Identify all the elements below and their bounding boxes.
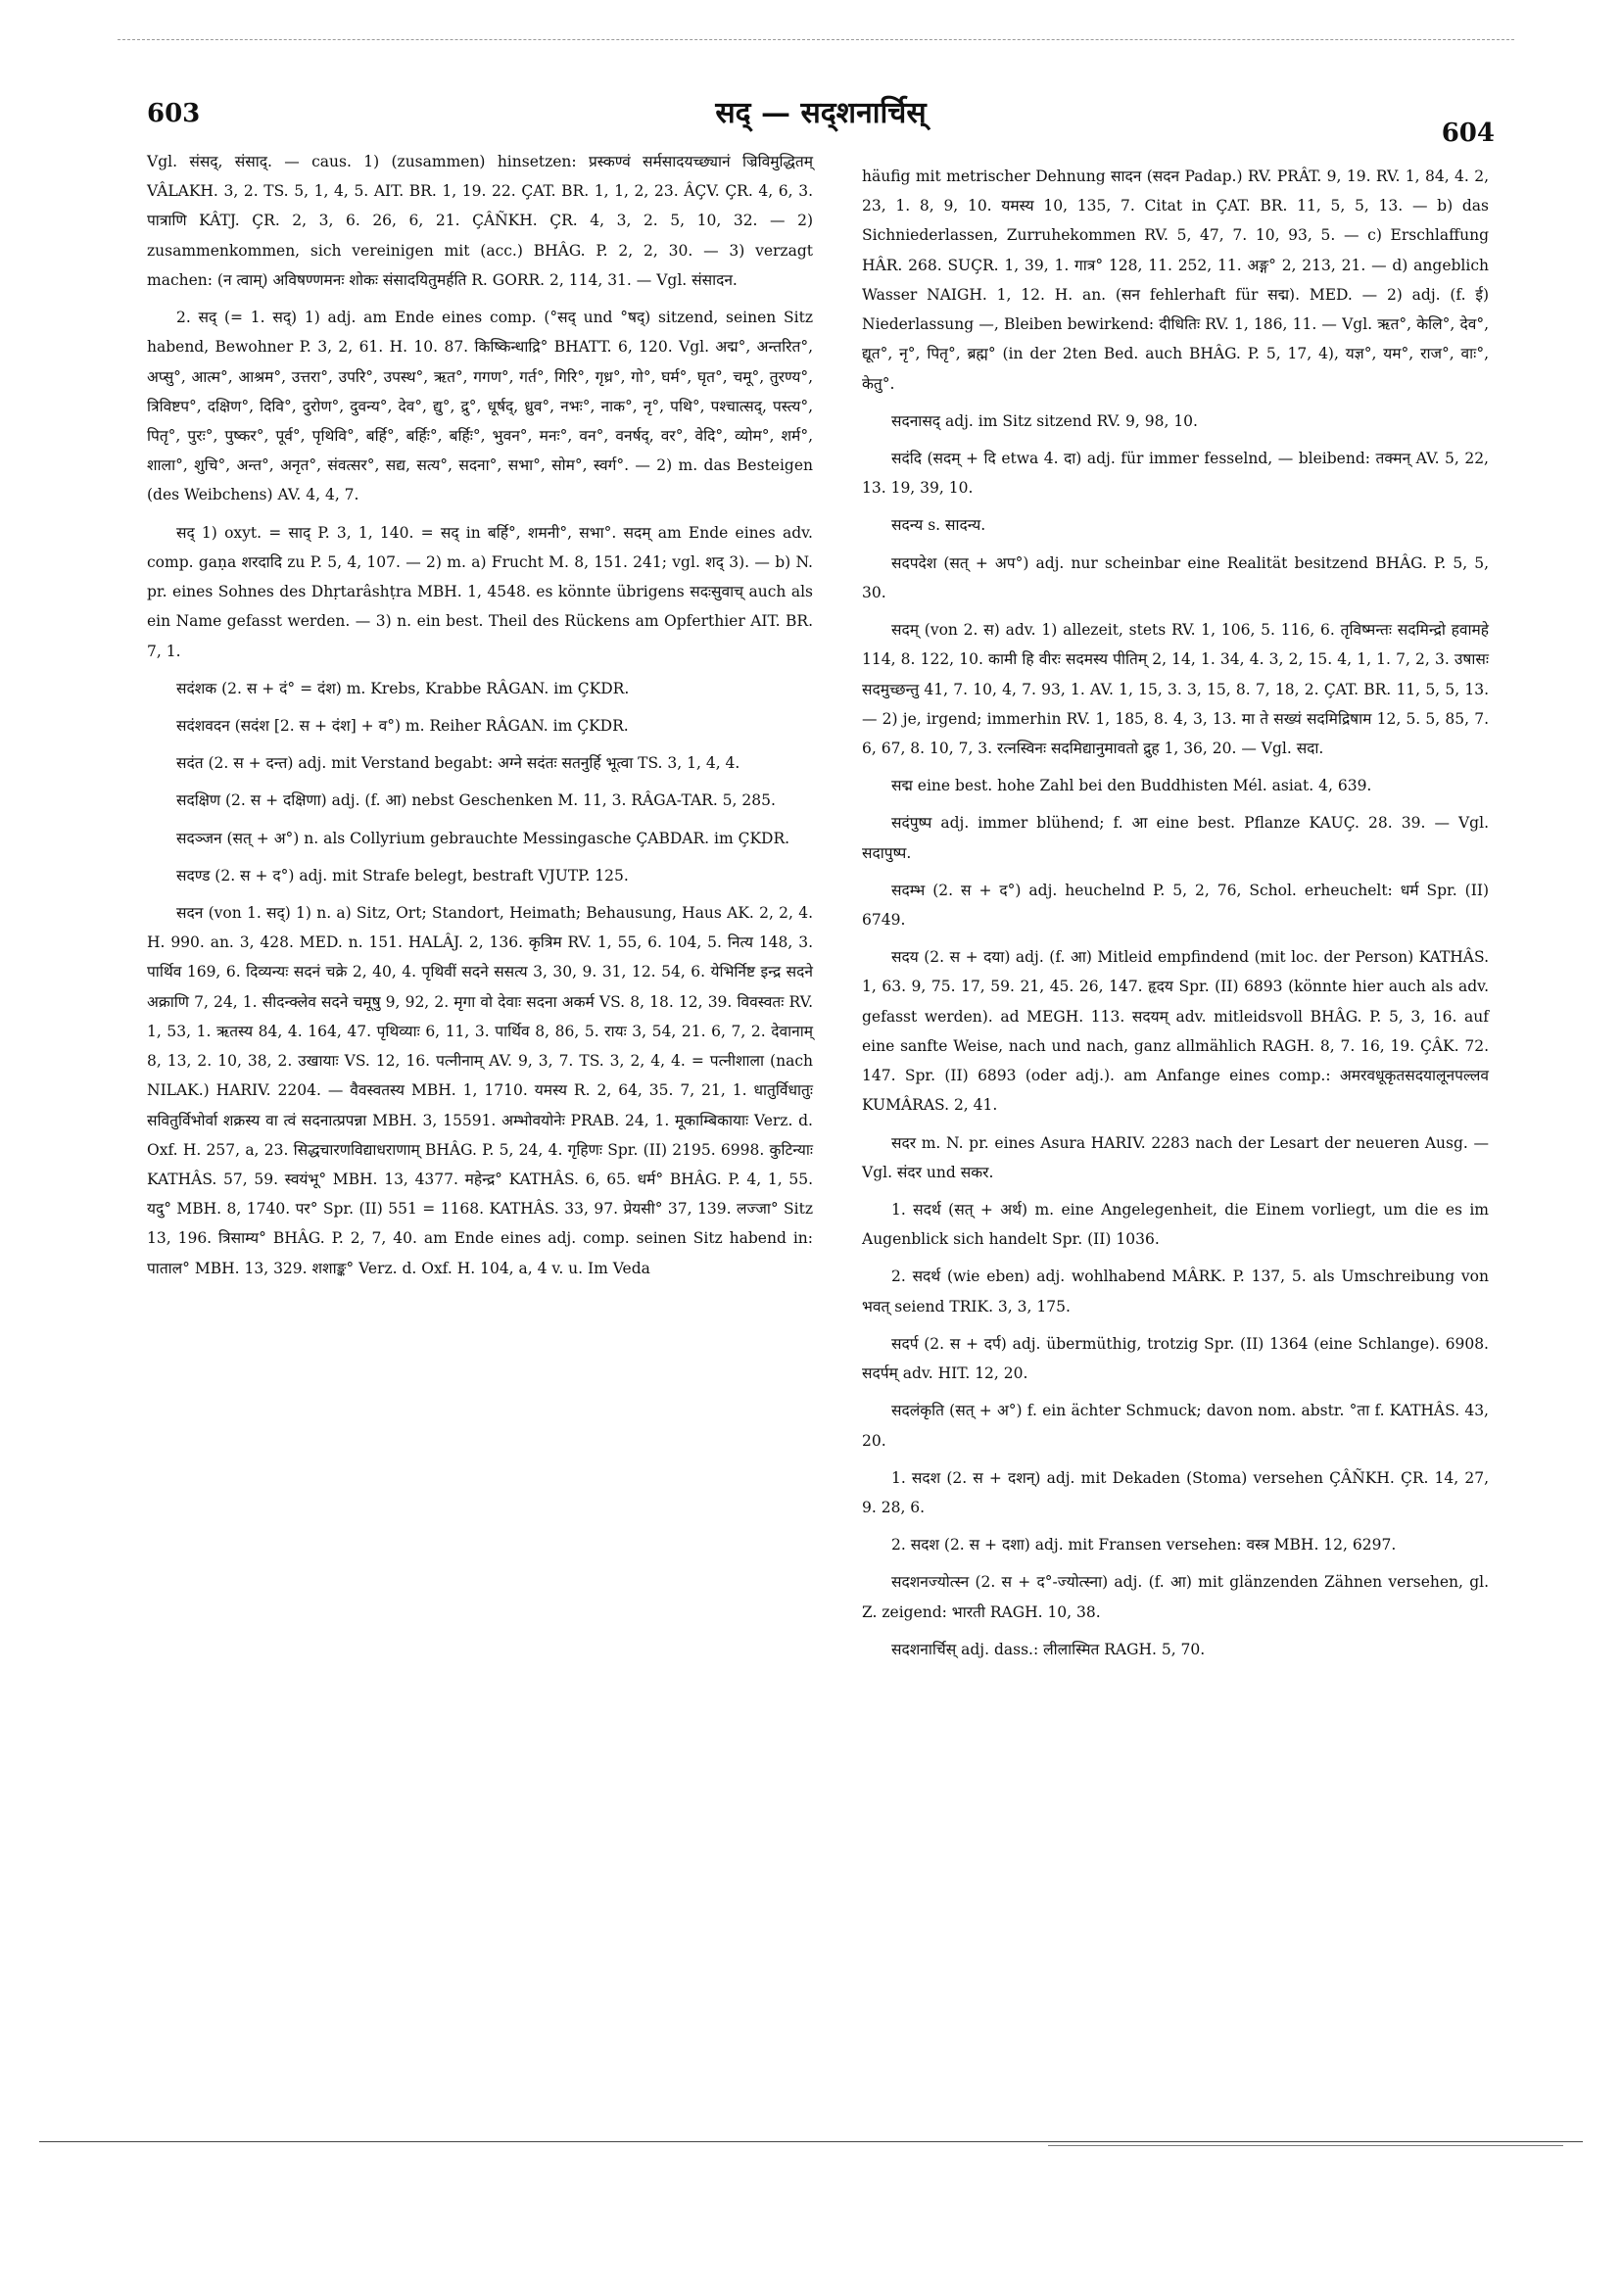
entry: 2. सद् (= 1. सद्) 1) adj. am Ende eines comp. (°सद् und °षद्) sitzend, seinen Sitz habend, Bewohner P. 3, 2, 61. H. 10. 87. किष्किन्धाद्रि° BHATT. 6, 120. Vgl. अद्म°, अन्तरित°, अप्सु°, आत्म°, आश्रम°, उत्तरा°, उपरि°, उपस्थ°, ऋत°, गगण°, गर्त°, गिरि°, गृध्र°, गो°, घर्म°, घृत°, चमू°, तुरण्य°, त्रिविष्टप°, दक्षिण°, दिवि°, दुरोण°, दुवन्य°, देव°, द्यु°, द्रु°, धूर्षद्, ध्रुव°, नभः°, नाक°, नृ°, पथि°, पश्चात्सद्, पस्त्य°, पितृ°, पुरः°, पुष्कर°, पूर्व°, पृथिवि°, बर्हि°, बर्हिः°, बर्हिः°, भुवन°, मनः°, वन°, वनर्षद्, वर°, वेदि°, व्योम°, शर्म°, शाला°, शुचि°, अन्त°, अनृत°, संवत्सर°, सद्य, सत्य°, सदना°, सभा°, सोम°, स्वर्ग°. — 2) m. das Besteigen (des Weibchens) AV. 4, 4, 7. [147, 309, 813, 504]
entry: सदंत (2. स + दन्त) adj. mit Verstand begabt: अग्ने सदंतः सतनुर्हि भूत्वा TS. 3, 1, 4, 4. [176, 754, 740, 773]
entry: 2. सदर्थ (wie eben) adj. wohlhabend MÂRK. P. 137, 5. als Umschreibung von भवत् seiend TRIK. 3, 3, 175. [862, 1268, 1489, 1315]
entry: 1. सदर्थ (सत् + अर्थ) m. eine Angelegenheit, die Einem vorliegt, um die es im Augenblick sich handelt Spr. (II) 1036. [862, 1201, 1489, 1249]
entry: सदंदि (सदम् + दि etwa 4. दा) adj. für immer fesselnd, — bleibend: तक्मन् AV. 5, 22, 13. 19, 39, 10. [862, 449, 1489, 498]
page-header [147, 90, 1495, 148]
running-head: सद् — सद्शनार्चिस् [715, 96, 927, 130]
entry: सदनासद् adj. im Sitz sitzend RV. 9, 98, 10. [891, 411, 1198, 430]
page-number-right: 604 [1441, 119, 1495, 148]
entry: 2. सदश (2. स + दशा) adj. mit Fransen versehen: वस्त्र MBH. 12, 6297. [891, 1536, 1397, 1555]
entry: सदंपुष्प adj. immer blühend; f. आ eine best. Pflanze KAUÇ. 28. 39. — Vgl. सदापुष्प. [862, 814, 1489, 862]
entry: सदम् (von 2. स) adv. 1) allezeit, stets RV. 1, 106, 5. 116, 6. तृविष्मन्तः सदमिन्द्रो हवामहे 114, 8. 122, 10. कामी हि वीरः सदमस्य पीतिम् 2, 14, 1. 34, 4. 3, 2, 15. 4, 1, 1. 7, 2, 3. उषासः सदमुच्छन्तु 41, 7. 10, 4, 7. 93, 1. AV. 1, 15, 3. 3, 15, 8. 7, 18, 2. ÇAT. BR. 11, 5, 5, 13. — 2) je, irgend; immerhin RV. 1, 185, 8. 4, 3, 13. मा ते सख्यं सदमिद्रिषाम 12, 5. 5, 85, 7. 6, 67, 8. 10, 7, 3. रत्नस्विनः सदमिद्यानुमावतो द्रुह 1, 36, 20. — Vgl. सदा. [862, 621, 1489, 757]
entry: सदण्ड (2. स + द°) adj. mit Strafe belegt, bestraft VJUTP. 125. [176, 866, 629, 885]
entry: Vgl. संसद्, संसाद्. — caus. 1) (zusammen) hinsetzen: प्रस्कण्वं सर्मसादयच्छ्यानं ज्रिविमुद्धितम् VÂLAKH. 3, 2. TS. 5, 1, 4, 5. AIT. BR. 1, 19. 22. ÇAT. BR. 1, 1, 2, 23. ÂÇV. ÇR. 4, 6, 3. पात्राणि KÂTJ. ÇR. 2, 3, 6. 26, 6, 21. ÇÂÑKH. ÇR. 4, 3, 2. 5, 10, 32. — 2) zusammenkommen, sich vereinigen mit (acc.) BHÂG. P. 2, 2, 30. — 3) verzagt machen: (न त्वाम्) अविषण्णमनः शोकः संसादयितुमर्हति R. GORR. 2, 114, 31. — Vgl. संसादन. [147, 153, 813, 289]
entry: सदय (2. स + दया) adj. (f. आ) Mitleid empfindend (mit loc. der Person) KATHÂS. 1, 63. 9, 75. 17, 59. 21, 45. 26, 147. हृदय Spr. (II) 6893 (könnte hier auch als adv. gefasst werden). ad MEGH. 113. सदयम् adv. mitleidsvoll BHÂG. P. 5, 3, 16. auf eine sanfte Weise, nach und nach, ganz allmählich RAGH. 8, 7. 16, 19. ÇÂK. 72. 147. Spr. (II) 6893 (oder adj.). am Anfange eines comp.: अमरवधूकृतसदयालूनपल्लव KUMÂRAS. 2, 41. [862, 948, 1489, 1115]
entry: सदशनज्योत्स्न (2. स + द°-ज्योत्स्ना) adj. (f. आ) mit glänzenden Zähnen versehen, gl. Z. zeigend: भारती RAGH. 10, 38. [862, 1573, 1489, 1621]
entry: सदशनार्चिस् adj. dass.: लीलास्मित RAGH. 5, 70. [891, 1640, 1206, 1658]
entry: सदंशक (2. स + दं° = दंश) m. Krebs, Krabbe RÂGAN. im ÇKDR. [176, 679, 630, 697]
entry: सद्म eine best. hohe Zahl bei den Buddhisten Mél. asiat. 4, 639. [891, 777, 1372, 795]
entry: सदलंकृति (सत् + अ°) f. ein ächter Schmuck; davon nom. abstr. °ता f. KATHÂS. 43, 20. [862, 1402, 1489, 1450]
entry: 1. सदश (2. स + दशन्) adj. mit Dekaden (Stoma) versehen ÇÂÑKH. ÇR. 14, 27, 9. 28, 6. [862, 1468, 1489, 1516]
entry: सदन्य s. सादन्य. [891, 516, 986, 535]
top-rule [118, 39, 1514, 40]
entry: सदञ्जन (सत् + अ°) n. als Collyrium gebrauchte Messingasche ÇABDAR. im ÇKDR. [176, 829, 790, 847]
entry: सदर्प (2. स + दर्प) adj. übermüthig, trotzig Spr. (II) 1364 (eine Schlange). 6908. सदर्पम् adv. HIT. 12, 20. [862, 1334, 1489, 1383]
entry: सदक्षिण (2. स + दक्षिणा) adj. (f. आ) nebst Geschenken M. 11, 3. RÂGA-TAR. 5, 285. [176, 791, 776, 810]
entry: सदपदेश (सत् + अप°) adj. nur scheinbar eine Realität besitzend BHÂG. P. 5, 5, 30. [862, 553, 1489, 601]
right-column [862, 162, 1489, 2110]
entry: सद् 1) oxyt. = साद् P. 3, 1, 140. = सद् in बर्हि°, शमनी°, सभा°. सदम् am Ende eines adv. comp. gaṇa शरदादि zu P. 5, 4, 107. — 2) m. a) Frucht M. 8, 151. 241; vgl. शद् 3). — b) N. pr. eines Sohnes des Dhṛtarâshṭra MBH. 1, 4548. es könnte übrigens सदःसुवाच् auch als ein Name gefasst werden. — 3) n. ein best. Theil des Rückens am Opferthier AIT. BR. 7, 1. [147, 523, 813, 660]
entry: सदंशवदन (सदंश [2. स + दंश] + व°) m. Reiher RÂGAN. im ÇKDR. [176, 716, 629, 735]
entry: सदन (von 1. सद्) 1) n. a) Sitz, Ort; Standort, Heimath; Behausung, Haus AK. 2, 2, 4. H. 990. an. 3, 428. MED. n. 151. HALÂJ. 2, 136. कृत्रिम RV. 1, 55, 6. 104, 5. नित्य 148, 3. पार्थिव 169, 6. दिव्यन्यः सदनं चक्रे 2, 40, 4. पृथिवीं सदने ससत्य 3, 30, 9. 31, 12. 54, 6. येभिर्निष्ट इन्द्र सदने अक्राणि 7, 24, 1. सीदन्क्लेव सदने चमूषु 9, 92, 2. मृगा वो देवाः सदना अकर्म VS. 8, 18. 12, 39. विवस्वतः RV. 1, 53, 1. ऋतस्य 84, 4. 164, 47. पृथिव्याः 6, 11, 3. पार्थिव 8, 86, 5. रायः 3, 54, 21. 6, 7, 2. देवानाम् 8, 13, 2. 10, 38, 2. उखायाः VS. 12, 16. पत्नीनाम् AV. 9, 3, 7. TS. 3, 2, 4, 4. = पत्नीशाला (nach NILAK.) HARIV. 2204. — वैवस्वतस्य MBH. 1, 1710. यमस्य R. 2, 64, 35. 7, 21, 1. धातुर्विधातुः सवितुर्विभोर्वा शक्रस्य वा त्वं सदनात्प्रपन्ना MBH. 3, 15591. अम्भोवयोनेः PRAB. 24, 1. मूकाम्बिकायाः Verz. d. Oxf. H. 257, a, 23. सिद्धचारणविद्याधराणाम् BHÂG. P. 5, 24, 4. गृहिणः Spr. (II) 2195. 6998. कुटिन्याः KATHÂS. 57, 59. स्वयंभू° MBH. 13, 4377. महेन्द्र° KATHÂS. 6, 65. धर्म° BHÂG. P. 4, 1, 55. यदु° MBH. 8, 1740. पर° Spr. (II) 551 = 1168. KATHÂS. 33, 97. प्रेयसी° 37, 139. लज्जा° Sitz 13, 196. त्रिसाम्य° BHÂG. P. 2, 7, 40. am Ende eines adj. comp. seinen Sitz habend in: पाताल° MBH. 13, 329. शशाङ्क° Verz. d. Oxf. H. 104, a, 4 v. u. Im Veda [147, 904, 813, 1277]
left-column [147, 147, 813, 2110]
entry: häufig mit metrischer Dehnung सादन (सदन Padap.) RV. PRÂT. 9, 19. RV. 1, 84, 4. 2, 23, 1. 8, 9, 10. यमस्य 10, 135, 7. Citat in ÇAT. BR. 11, 5, 5, 13. — b) das Sichniederlassen, Zurruhekommen RV. 5, 47, 7. 10, 93, 5. — c) Erschlaffung HÂR. 268. SUÇR. 1, 39, 1. गात्र° 128, 11. 252, 11. अङ्ग° 2, 213, 21. — d) angeblich Wasser NAIGH. 1, 12. H. an. (सन fehlerhaft für सद्म). MED. — 2) adj. (f. ई) Niederlassung —, Bleiben bewirkend: दीधितिः RV. 1, 186, 11. — Vgl. ऋत°, केलि°, देव°, द्यूत°, नृ°, पितृ°, ब्रह्म° (in der 2ten Bed. auch BHÂG. P. 5, 17, 4), यज्ञ°, यम°, राज°, वाः°, केतु°. [862, 167, 1489, 393]
bottom-rule [39, 2141, 1583, 2142]
bottom-rule-secondary [1048, 2145, 1563, 2146]
page-number-left: 603 [147, 99, 201, 128]
entry: सदर m. N. pr. eines Asura HARIV. 2283 nach der Lesart der neueren Ausg. — Vgl. संदर und सकर. [862, 1133, 1489, 1181]
entry: सदम्भ (2. स + द°) adj. heuchelnd P. 5, 2, 76, Schol. erheuchelt: धर्म Spr. (II) 6749. [862, 881, 1489, 930]
